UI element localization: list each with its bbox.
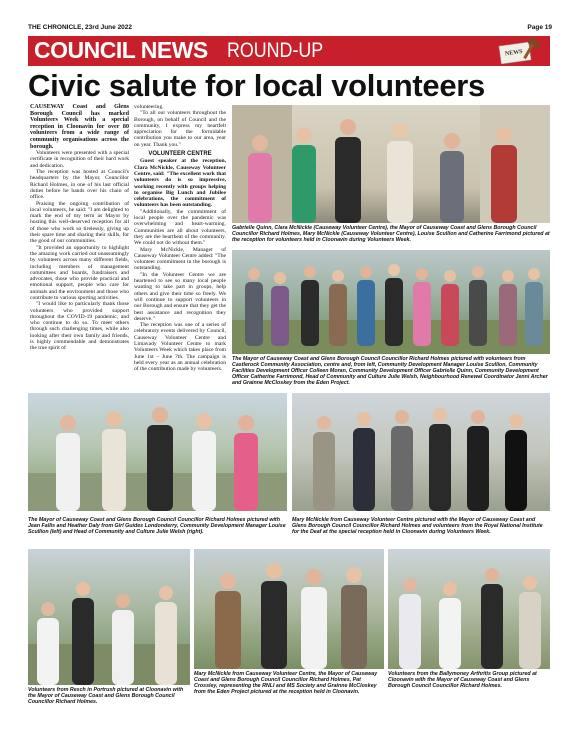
article-lead: CAUSEWAY Coast and Glens Borough Council has marked Volunteers Week with a special reception in Cloonavin for over 80 volunteers from a wide range of community organisations across the borough. — [30, 104, 129, 150]
page-number: Page 19 — [527, 24, 552, 31]
article-paragraph: Guest speaker at the reception, Clara McNickle, Causeway Volunteer Centre, said: "The excellent work that volunteers do is so impressive, working recently with groups helping to organise Big Lunch and Jubilee celebrations, the commitment of volunteers has been outstanding. — [134, 158, 226, 209]
caption-5: Volunteers from Resch in Portrush pictured at Cloonavin with the Mayor of Causeway Coast and Glens Borough Council Councillor Richard Holmes. — [28, 687, 184, 705]
photo-people-illustration — [28, 549, 190, 685]
article-paragraph: "It provided an opportunity to highlight the amazing work carried out unassumingly by volunteers across many different fields, including members of management committees and boards, fundraisers and advocates, those who provide practical and emotional support, people who care for animals and the environment and those who contribute to various sporting activities. — [30, 244, 129, 301]
article-column-1 — [30, 104, 129, 352]
news-art-label: NEWS — [504, 48, 524, 58]
photo-group-2 — [232, 250, 550, 354]
caption-7: Volunteers from the Ballymoney Arthritis Group pictured at Cloonavin with the Mayor of Causeway Coast and Glens Borough Council Councillor Richard Holmes. — [388, 671, 537, 689]
section-banner — [28, 36, 550, 66]
caption-1: Gabrielle Quinn, Clara McNickle (Causeway Volunteer Centre), the Mayor of Causeway Coast and Glens Borough Council Councillor Richard Holmes, Mary McNickle (Causeway Volunteer Centre), Louise Scullion and Catherine Farrimond pictured at the reception for volunteers held in Cloonavin during Volunteers Week. — [232, 225, 550, 243]
caption-2: The Mayor of Causeway Coast and Glens Borough Council Councillor Richard Holmes pictured with volunteers from Castlerock Community Association, centre and, from left, Community Development Manager Louise Scullion, Community Facilities Development Officer Colleen Moran, Community Development Officer Gabrielle Quinn, Community Development Officer Catherine Farrimond, Head of Community and Culture Julie Welsh, Neighbourhood Renewal Coordinator Jenni Archer and Grainne McCloskey from the Eden Project. — [232, 356, 548, 386]
article-paragraph: "To all our volunteers throughout the Borough, on behalf of Council and the community, I express my heartfelt appreciation for the formidable contribution you make to our area, year on year. Thank you." — [134, 110, 226, 148]
page-header — [28, 24, 552, 34]
photo-people-illustration — [194, 549, 384, 669]
photo-group-3 — [28, 393, 287, 511]
article-paragraph: The reception was one of a series of celebratory events delivered by Council, Causeway Volunteer Centre and Limavady Volunteer Centre to mark Volunteers Week which takes place from June 1st – June 7th. The campaign is held every year as an annual celebration of the contribution made by volunteers. — [134, 322, 226, 373]
newspaper-gavel-icon — [498, 38, 544, 64]
photo-people-illustration — [232, 105, 550, 223]
photo-people-illustration — [28, 393, 287, 511]
article-paragraph: The reception was hosted at Council's headquarters by the Mayor, Councillor Richard Holmes, in one of his last official duties before he hands over his chain of office. — [30, 169, 129, 201]
article-paragraph: Praising the ongoing contribution of local volunteers, he said: "I am delighted to mark the end of my term as Mayor by hosting this well-deserved reception for all of those who work so tirelessly, giving up their spare time and sharing their skills, for the good of our communities. — [30, 200, 129, 245]
section-tag: ROUND-UP — [227, 39, 324, 62]
photo-group-5 — [28, 549, 190, 685]
photo-group-7 — [388, 549, 550, 669]
article-paragraph: "Additionally, the commitment of local people over the pandemic was overwhelming and heart-warming. Communities are all about volunteers, they are the heartbeat of the community. We could not do without them." — [134, 208, 226, 247]
photo-group-1 — [232, 105, 550, 223]
article-paragraph: Volunteers were presented with a special certificate in recognition of their hard work and dedication. — [30, 150, 129, 169]
article-column-2 — [134, 104, 226, 372]
photo-group-6 — [194, 549, 384, 669]
publication-date: THE CHRONICLE, 23rd June 2022 — [28, 24, 133, 31]
article-paragraph: "I would like to particularly thank those volunteers who provided support throughout the COVID-19 pandemic, and who continue to do so. To meet others through such challenging times, while also looking after their own family and friends, is highly commendable and demonstrates the true spirit of — [30, 301, 129, 352]
subheading: VOLUNTEER CENTRE — [148, 151, 212, 158]
section-title: COUNCIL NEWS — [34, 37, 208, 63]
caption-6: Mary McNickle from Causeway Volunteer Centre, the Mayor of Causeway Coast and Glens Borough Council Councillor Richard Holmes, Pat Crossley, representing the RNLI and MS Society and Grainne McCloskey from the Eden Project pictured at the reception held in Cloonavin. — [194, 671, 378, 695]
headline: Civic salute for local volunteers — [28, 68, 485, 103]
caption-4: Mary McNickle from Causeway Volunteer Centre pictured with the Mayor of Causeway Coast and Glens Borough Council Councillor Richard Holmes and volunteers from the Royal National Institute for the Deaf at the special reception held in Cloonavin during Volunteers Week. — [292, 517, 543, 535]
photo-people-illustration — [388, 549, 550, 669]
caption-3: The Mayor of Causeway Coast and Glens Borough Council Councillor Richard Holmes pictured with Jean Fallis and Heather Daly from Girl Guides Londonderry, Community Development Manager Louise Scullion (left) and Head of Community and Culture Julie Welsh (right). — [28, 517, 286, 535]
photo-people-illustration — [292, 393, 550, 511]
photo-people-illustration — [232, 250, 550, 354]
article-paragraph: volunteering. — [134, 104, 164, 110]
article-paragraph: Mary McNickle, Manager of Causeway Volunteer Centre added: "The volunteer commitment in the borough is outstanding. — [134, 246, 226, 272]
photo-group-4 — [292, 393, 550, 511]
article-paragraph: "In the Volunteer Centre we are heartened to see so many local people wanting to take part in groups, help others and give their time so freely. We will continue to support volunteers in our Borough and ensure that they get the best assistance and recognition they deserve." — [134, 271, 226, 322]
